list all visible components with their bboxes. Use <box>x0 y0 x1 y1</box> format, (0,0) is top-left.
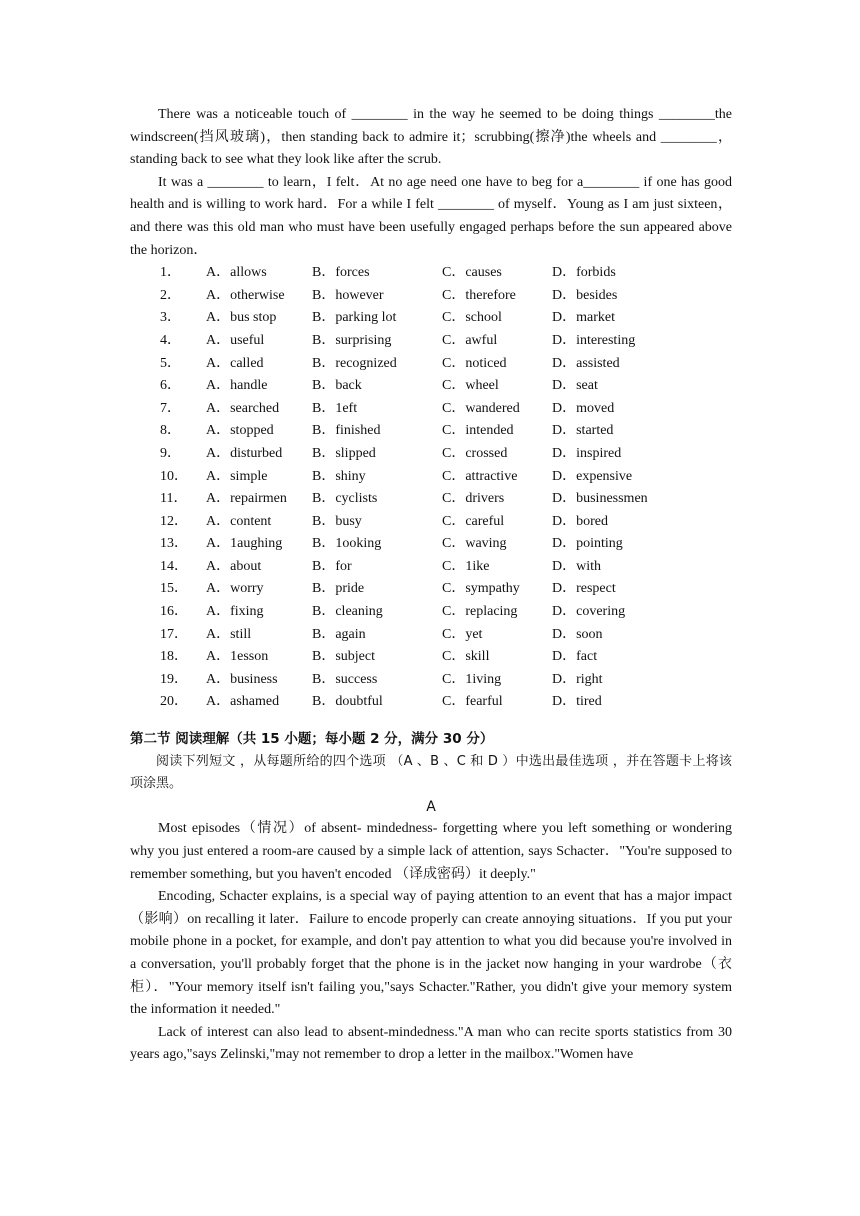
choice-d: D．moved <box>552 400 615 416</box>
choice-d: D．fact <box>552 649 598 665</box>
choice-c: C．crossed <box>442 445 508 461</box>
choice-b: B．slipped <box>312 445 376 461</box>
choice-c: C．attractive <box>442 468 518 484</box>
reading-paragraph-1: Most episodes（情况）of absent- mindedness- forgetting where you left something or wondering why you just entered a room-are caused by a simple lack of attention, says Schacter．"You're supposed to remember something, but you haven't encoded （译成密码）it deeply." <box>130 821 732 882</box>
choice-c: C．causes <box>442 265 502 281</box>
choice-b: B．finished <box>312 423 381 439</box>
option-row <box>130 420 732 443</box>
question-number: 7． <box>160 400 181 416</box>
question-number: 11． <box>160 491 188 507</box>
question-number: 3． <box>160 310 181 326</box>
choice-a: A．disturbed <box>206 445 283 461</box>
question-number: 20． <box>160 694 188 710</box>
choice-d: D．seat <box>552 378 598 394</box>
choice-d: D．started <box>552 423 614 439</box>
option-row <box>130 307 732 330</box>
choice-a: A．content <box>206 513 272 529</box>
choice-c: C．intended <box>442 423 514 439</box>
choice-c: C．wandered <box>442 400 520 416</box>
choice-c: C．1ike <box>442 558 490 574</box>
choice-b: B．success <box>312 671 378 687</box>
choice-c: C．skill <box>442 649 490 665</box>
option-row <box>130 262 732 285</box>
question-number: 15． <box>160 581 188 597</box>
section-title: 第二节 阅读理解（共 15 小题；每小题 2 分，满分 30 分） <box>130 731 494 748</box>
choice-b: B．doubtful <box>312 694 383 710</box>
choice-a: A．about <box>206 558 262 574</box>
choice-c: C．therefore <box>442 287 516 303</box>
cloze-paragraph-1: There was a noticeable touch of ________ in the way he seemed to be doing things ________the windscreen(挡风玻璃)，then standing back to admire it；scrubbing(擦净)the wheels and ________， standing back to see what they look like after the scrub. <box>130 107 732 168</box>
question-number: 13． <box>160 536 188 552</box>
option-row <box>130 669 732 692</box>
choice-a: A．simple <box>206 468 268 484</box>
choice-c: C．sympathy <box>442 581 520 597</box>
choice-d: D．covering <box>552 604 626 620</box>
option-row <box>130 466 732 489</box>
choice-a: A．allows <box>206 265 267 281</box>
choice-b: B．busy <box>312 513 362 529</box>
question-number: 14． <box>160 558 188 574</box>
choice-c: C．waving <box>442 536 507 552</box>
exam-page <box>130 104 732 1067</box>
choice-a: A．still <box>206 626 252 642</box>
choice-a: A．useful <box>206 332 265 348</box>
choice-b: B．for <box>312 558 352 574</box>
options-list <box>130 262 732 714</box>
choice-b: B．parking lot <box>312 310 397 326</box>
choice-c: C．fearful <box>442 694 503 710</box>
option-row <box>130 646 732 669</box>
option-row <box>130 398 732 421</box>
choice-c: C．noticed <box>442 355 507 371</box>
choice-a: A．1aughing <box>206 536 283 552</box>
option-row <box>130 556 732 579</box>
question-number: 17． <box>160 626 188 642</box>
choice-b: B．cyclists <box>312 491 378 507</box>
choice-b: B．1ooking <box>312 536 382 552</box>
reading-passage-a <box>130 818 732 1067</box>
question-number: 19． <box>160 671 188 687</box>
choice-d: D．tired <box>552 694 602 710</box>
choice-b: B．recognized <box>312 355 397 371</box>
option-row <box>130 375 732 398</box>
option-row <box>130 533 732 556</box>
question-number: 6． <box>160 378 181 394</box>
choice-d: D．market <box>552 310 615 326</box>
choice-d: D．inspired <box>552 445 622 461</box>
reading-paragraph-3: Lack of interest can also lead to absent-mindedness."A man who can recite sports statistics from 30 years ago,"says Zelinski,"may not remember to drop a letter in the mailbox."Women have <box>130 1024 732 1063</box>
choice-a: A．bus stop <box>206 310 277 326</box>
choice-a: A．1esson <box>206 649 269 665</box>
option-row <box>130 330 732 353</box>
choice-b: B．shiny <box>312 468 366 484</box>
choice-b: B．cleaning <box>312 604 383 620</box>
section-instruction: 阅读下列短文 ，从每题所给的四个选项 （A 、B 、C 和 D ）中选出最佳选项 ，并在答题卡上将该项涂黑。 <box>130 753 732 792</box>
choice-d: D．right <box>552 671 603 687</box>
choice-a: A．worry <box>206 581 264 597</box>
option-row <box>130 691 732 714</box>
choice-a: A．business <box>206 671 278 687</box>
option-row <box>130 353 732 376</box>
cloze-passage <box>130 104 732 262</box>
choice-d: D．with <box>552 558 601 574</box>
choice-d: D．besides <box>552 287 618 303</box>
option-row <box>130 578 732 601</box>
choice-b: B．again <box>312 626 366 642</box>
choice-a: A．stopped <box>206 423 274 439</box>
choice-b: B．however <box>312 287 384 303</box>
choice-c: C．careful <box>442 513 505 529</box>
option-row <box>130 285 732 308</box>
choice-a: A．ashamed <box>206 694 280 710</box>
choice-d: D．bored <box>552 513 608 529</box>
choice-b: B．forces <box>312 265 370 281</box>
choice-d: D．assisted <box>552 355 620 371</box>
choice-d: D．interesting <box>552 332 636 348</box>
question-number: 16． <box>160 604 188 620</box>
choice-a: A．called <box>206 355 264 371</box>
option-row <box>130 443 732 466</box>
choice-a: A．handle <box>206 378 268 394</box>
question-number: 5． <box>160 355 181 371</box>
question-number: 12． <box>160 513 188 529</box>
question-number: 9． <box>160 445 181 461</box>
choice-c: C．school <box>442 310 502 326</box>
choice-d: D．respect <box>552 581 616 597</box>
question-number: 1． <box>160 265 181 281</box>
question-number: 10． <box>160 468 188 484</box>
option-row <box>130 488 732 511</box>
choice-c: C．wheel <box>442 378 499 394</box>
question-number: 18． <box>160 649 188 665</box>
choice-c: C．1iving <box>442 671 502 687</box>
choice-d: D．pointing <box>552 536 623 552</box>
choice-c: C．yet <box>442 626 483 642</box>
choice-c: C．awful <box>442 332 498 348</box>
choice-c: C．replacing <box>442 604 518 620</box>
passage-label: A <box>426 798 436 815</box>
choice-d: D．forbids <box>552 265 616 281</box>
option-row <box>130 624 732 647</box>
choice-b: B．back <box>312 378 362 394</box>
choice-a: A．searched <box>206 400 280 416</box>
choice-d: D．businessmen <box>552 491 648 507</box>
question-number: 8． <box>160 423 181 439</box>
choice-a: A．repairmen <box>206 491 287 507</box>
choice-d: D．soon <box>552 626 603 642</box>
choice-d: D．expensive <box>552 468 633 484</box>
choice-b: B．subject <box>312 649 375 665</box>
choice-a: A．otherwise <box>206 287 285 303</box>
option-row <box>130 601 732 624</box>
choice-b: B．pride <box>312 581 365 597</box>
choice-b: B．surprising <box>312 332 392 348</box>
question-number: 2． <box>160 287 181 303</box>
choice-a: A．fixing <box>206 604 264 620</box>
question-number: 4． <box>160 332 181 348</box>
option-row <box>130 511 732 534</box>
choice-b: B．1eft <box>312 400 358 416</box>
reading-paragraph-2: Encoding, Schacter explains, is a special way of paying attention to an event that has a major impact（影响）on recalling it later．Failure to encode properly can create annoying situations．If you put your mobile phone in a pocket, for example, and don't pay attention to what you did because you're involved in a conversation, you'll probably forget that the phone is in the jacket now hanging in your wardrobe（衣柜）．"Your memory itself isn't failing you,"says Schacter."Rather, you didn't give your memory system the information it needed." <box>130 889 732 1018</box>
cloze-paragraph-2: It was a ________ to learn，I felt．At no age need one have to beg for a________ if one has good health and is willing to work hard．For a while I felt ________ of myself．Young as I am just sixteen，and there was this old man who must have been usefully engaged perhaps before the sun appeared above the horizon． <box>130 174 732 258</box>
choice-c: C．drivers <box>442 491 505 507</box>
